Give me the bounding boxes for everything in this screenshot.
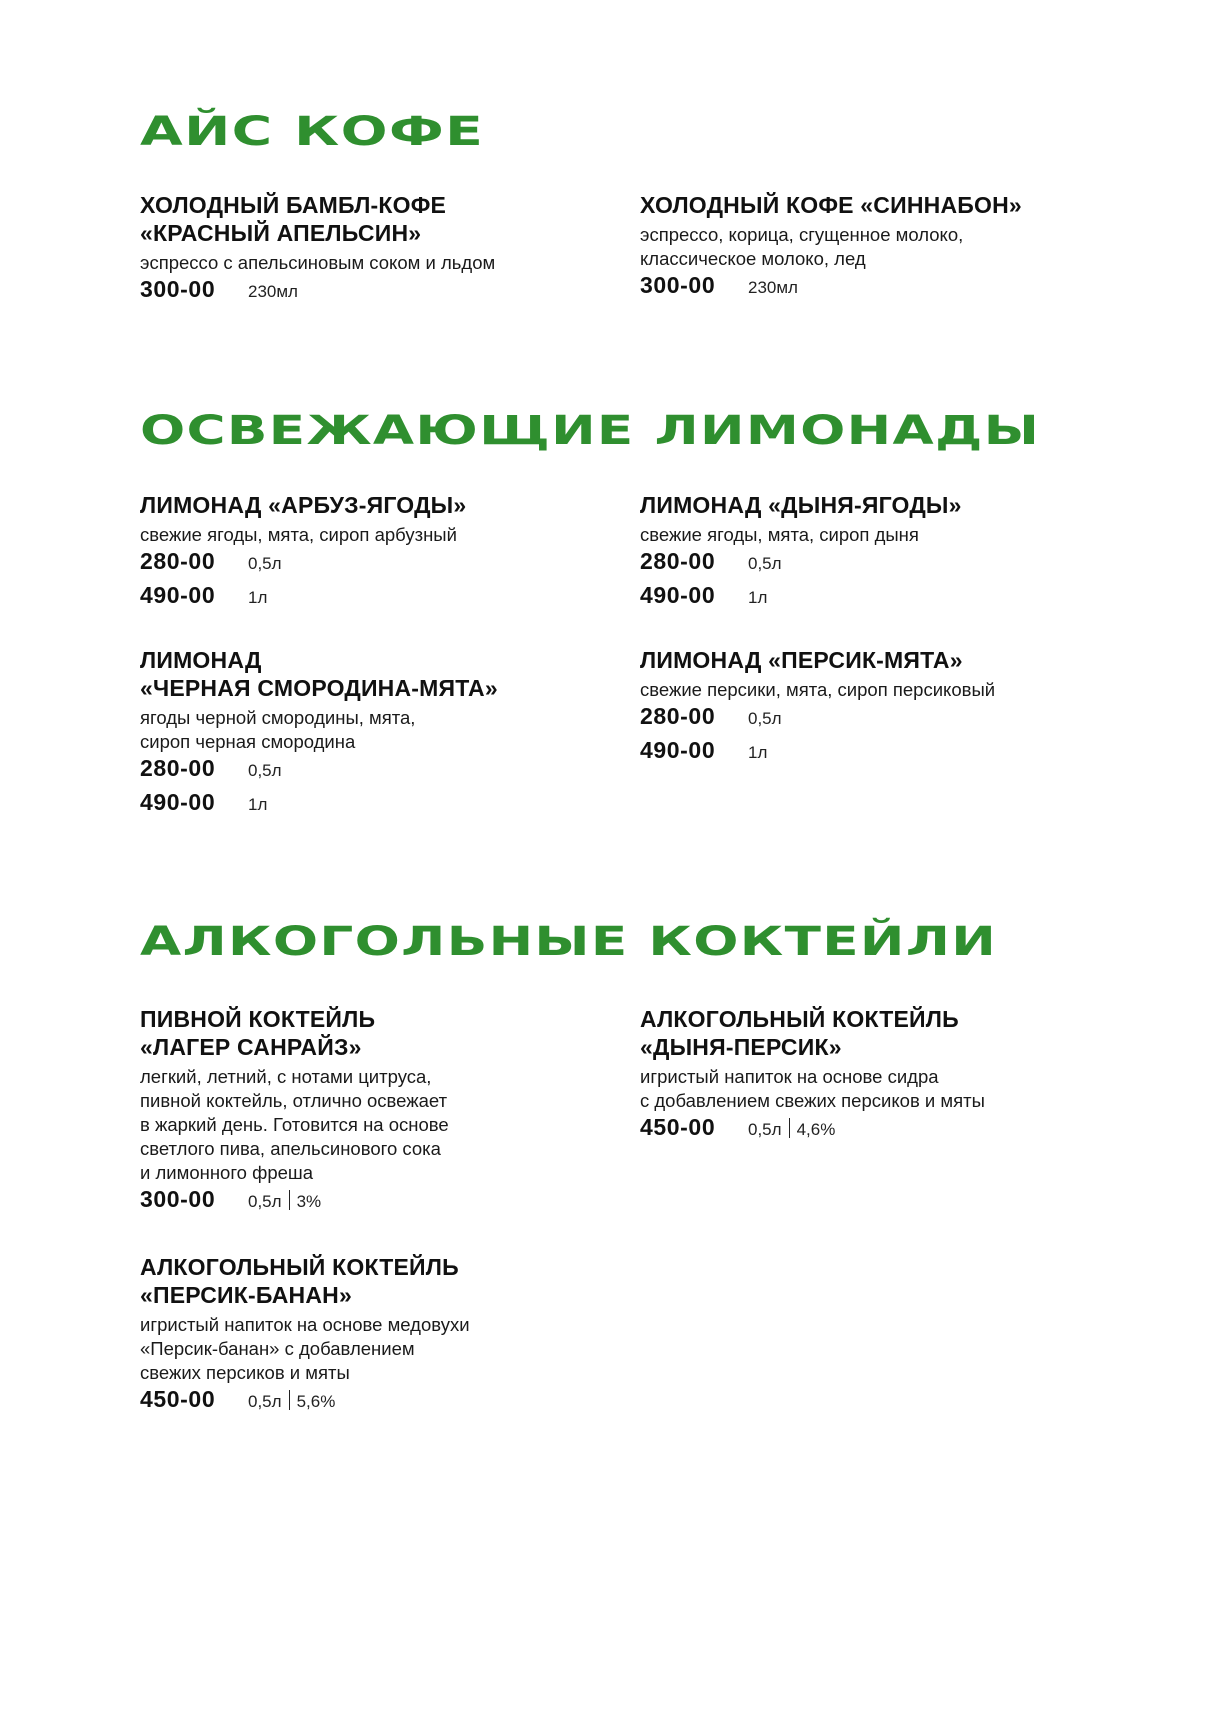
item-volume: 1л <box>748 743 768 762</box>
item-name-line: ХОЛОДНЫЙ КОФЕ «СИННАБОН» <box>640 192 1022 218</box>
item-description-line: легкий, летний, с нотами цитруса, <box>140 1066 432 1087</box>
item-name <box>140 646 580 702</box>
item-description-line: ягоды черной смородины, мята, <box>140 707 416 728</box>
price-row <box>140 276 580 309</box>
item-description <box>640 678 1080 702</box>
menu-item-lager-sunrise <box>140 1005 580 1219</box>
item-description-line: свежие ягоды, мята, сироп арбузный <box>140 524 457 545</box>
item-name <box>140 491 580 519</box>
menu-item-melon-peach <box>640 1005 1080 1147</box>
price-row <box>640 582 1080 615</box>
item-abv: 5,6% <box>296 1392 336 1411</box>
item-price: 280-00 <box>140 548 216 574</box>
item-name-line: «КРАСНЫЙ АПЕЛЬСИН» <box>140 220 422 246</box>
menu-item-peach-banana <box>140 1253 580 1419</box>
item-volume-abv <box>248 1390 335 1412</box>
menu-item-lemonade-blackcurrant <box>140 646 580 822</box>
item-name-line: ЛИМОНАД «ДЫНЯ-ЯГОДЫ» <box>640 492 962 518</box>
price-row <box>640 1114 1080 1147</box>
item-description-line: эспрессо с апельсиновым соком и льдом <box>140 252 496 273</box>
price-row <box>140 755 580 788</box>
separator <box>289 1390 290 1410</box>
item-price: 280-00 <box>140 755 216 781</box>
item-description-line: «Персик-банан» с добавлением <box>140 1338 415 1359</box>
item-price: 300-00 <box>640 272 716 298</box>
item-abv: 3% <box>296 1192 322 1211</box>
price-row <box>140 1186 580 1219</box>
item-name-line: ПИВНОЙ КОКТЕЙЛЬ <box>140 1006 376 1032</box>
item-volume: 0,5л <box>248 1192 282 1211</box>
item-description-line: игристый напиток на основе сидра <box>640 1066 939 1087</box>
menu-item-lemonade-watermelon <box>140 491 580 615</box>
item-description-line: сироп черная смородина <box>140 731 356 752</box>
menu-item-bumble-coffee <box>140 191 580 309</box>
item-name <box>640 646 1080 674</box>
item-description-line: в жаркий день. Готовится на основе <box>140 1114 449 1135</box>
item-price: 490-00 <box>640 737 716 763</box>
item-price: 300-00 <box>140 276 216 302</box>
item-name-line: АЛКОГОЛЬНЫЙ КОКТЕЙЛЬ <box>640 1006 959 1032</box>
menu-item-cinnabon-coffee <box>640 191 1080 305</box>
item-volume-abv <box>248 1190 321 1212</box>
item-description <box>640 223 1080 271</box>
item-name-line: ЛИМОНАД «ПЕРСИК-МЯТА» <box>640 647 963 673</box>
item-price: 280-00 <box>640 548 716 574</box>
item-price: 450-00 <box>140 1386 216 1412</box>
item-volume: 0,5л <box>748 554 782 573</box>
item-volume: 230мл <box>248 282 298 301</box>
item-description <box>140 251 580 275</box>
item-name <box>640 491 1080 519</box>
price-row <box>640 703 1080 736</box>
separator <box>289 1190 290 1210</box>
item-volume: 0,5л <box>248 761 282 780</box>
item-description <box>640 523 1080 547</box>
price-row <box>140 548 580 581</box>
item-description <box>140 1065 580 1185</box>
item-description-line: свежие ягоды, мята, сироп дыня <box>640 524 919 545</box>
item-name-line: АЛКОГОЛЬНЫЙ КОКТЕЙЛЬ <box>140 1254 459 1280</box>
item-description-line: светлого пива, апельсинового сока <box>140 1138 441 1159</box>
item-name <box>140 191 580 247</box>
item-volume: 0,5л <box>748 1120 782 1139</box>
item-description <box>140 706 580 754</box>
item-description-line: и лимонного фреша <box>140 1162 314 1183</box>
item-name-line: ЛИМОНАД <box>140 647 262 673</box>
item-price: 280-00 <box>640 703 716 729</box>
item-name <box>640 191 1080 219</box>
item-volume: 1л <box>248 588 268 607</box>
item-name-line: «ЧЕРНАЯ СМОРОДИНА-МЯТА» <box>140 675 498 701</box>
item-price: 300-00 <box>140 1186 216 1212</box>
item-description <box>140 1313 580 1385</box>
item-description-line: игристый напиток на основе медовухи <box>140 1314 470 1335</box>
item-name <box>140 1005 580 1061</box>
item-description-line: классическое молоко, лед <box>640 248 866 269</box>
item-description <box>140 523 580 547</box>
item-name-line: «ПЕРСИК-БАНАН» <box>140 1282 352 1308</box>
item-volume: 1л <box>248 795 268 814</box>
item-abv: 4,6% <box>796 1120 836 1139</box>
item-price: 490-00 <box>140 789 216 815</box>
section-title-lemonades: ОСВЕЖАЮЩИЕ ЛИМОНАДЫ <box>140 408 1041 454</box>
price-row <box>640 548 1080 581</box>
item-description-line: свежие персики, мята, сироп персиковый <box>640 679 996 700</box>
price-row <box>640 737 1080 770</box>
price-row <box>140 1386 580 1419</box>
separator <box>789 1118 790 1138</box>
price-row <box>140 582 580 615</box>
item-name <box>140 1253 580 1309</box>
section-title-cocktails: АЛКОГОЛЬНЫЕ КОКТЕЙЛИ <box>140 919 998 965</box>
item-volume-abv <box>748 1118 835 1140</box>
item-name <box>640 1005 1080 1061</box>
section-title-ice-coffee: АЙС КОФЕ <box>140 109 485 155</box>
item-description <box>640 1065 1080 1113</box>
item-name-line: ХОЛОДНЫЙ БАМБЛ-КОФЕ <box>140 192 447 218</box>
item-volume: 0,5л <box>248 1392 282 1411</box>
price-row <box>140 789 580 822</box>
item-price: 490-00 <box>640 582 716 608</box>
item-volume: 230мл <box>748 278 798 297</box>
item-price: 450-00 <box>640 1114 716 1140</box>
item-volume: 0,5л <box>748 709 782 728</box>
item-description-line: эспрессо, корица, сгущенное молоко, <box>640 224 964 245</box>
item-name-line: «ДЫНЯ-ПЕРСИК» <box>640 1034 842 1060</box>
item-description-line: свежих персиков и мяты <box>140 1362 350 1383</box>
item-volume: 0,5л <box>248 554 282 573</box>
item-description-line: пивной коктейль, отлично освежает <box>140 1090 448 1111</box>
item-name-line: ЛИМОНАД «АРБУЗ-ЯГОДЫ» <box>140 492 467 518</box>
price-row <box>640 272 1080 305</box>
item-volume: 1л <box>748 588 768 607</box>
item-description-line: с добавлением свежих персиков и мяты <box>640 1090 985 1111</box>
menu-item-lemonade-peach-mint <box>640 646 1080 770</box>
item-price: 490-00 <box>140 582 216 608</box>
menu-item-lemonade-melon <box>640 491 1080 615</box>
item-name-line: «ЛАГЕР САНРАЙЗ» <box>140 1034 362 1060</box>
